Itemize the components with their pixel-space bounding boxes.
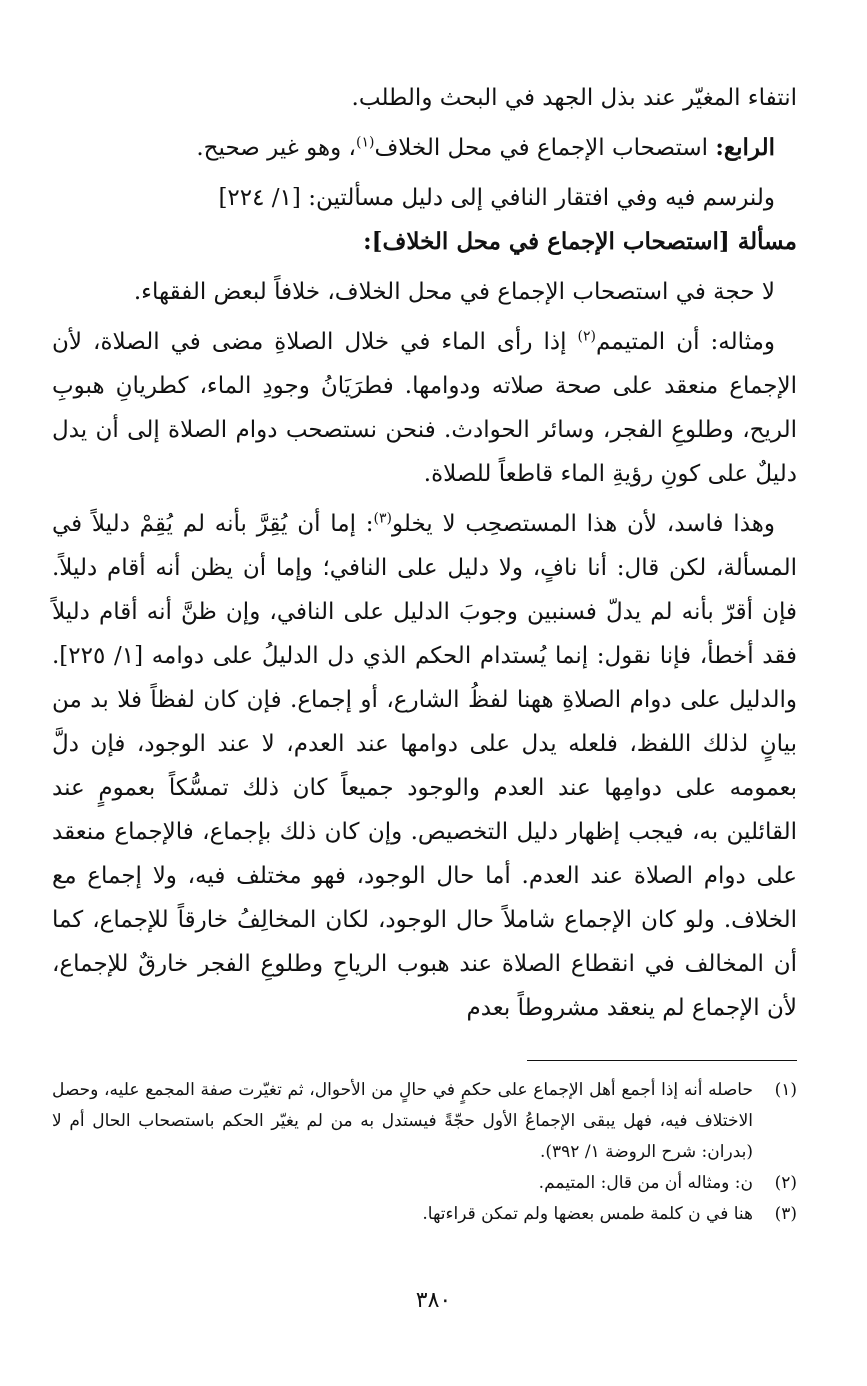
page-body <box>52 76 797 1030</box>
footnote-3-text: هنا في ن كلمة طمس بعضها ولم تمكن قراءتها. <box>422 1204 753 1224</box>
paragraph-2-lead: الرابع: <box>715 134 775 161</box>
paragraph-7-text-a: وهذا فاسد، لأن هذا المستصحِب لا يخلو <box>391 511 776 537</box>
footnote-ref-2[interactable]: (٢) <box>577 328 596 345</box>
footnotes <box>52 1060 797 1230</box>
paragraph-6-text-a: ومثاله: أن المتيمم <box>596 329 776 355</box>
paragraph-6 <box>52 320 797 496</box>
paragraph-2-text-b: ، وهو غير صحيح. <box>196 135 356 161</box>
paragraph-3-text: ولنرسم فيه وفي افتقار النافي إلى دليل مسألتين: [١/ ٢٢٤] <box>218 185 775 211</box>
paragraph-5 <box>52 270 797 314</box>
paragraph-6-text-b: إذا رأى الماء في خلال الصلاةِ مضى في الصلاة، لأن الإجماع منعقد على صحة صلاته ودوامها. فطرَيَانُ وجودِ الماء، كطريانِ هبوبِ الريح، وطلوعِ الفجر، وسائر الحوادث. فنحن نستصحب دوام الصلاة إلى أن يدل دليلٌ على كونِ رؤيةِ الماء قاطعاً للصلاة. <box>52 329 797 487</box>
main-text <box>52 76 797 1030</box>
footnote-1 <box>52 1075 797 1168</box>
paragraph-1-text: انتفاء المغيّر عند بذل الجهد في البحث والطلب. <box>351 85 797 111</box>
footnote-2-text: ن: ومثاله أن من قال: المتيمم. <box>538 1173 753 1193</box>
footnote-3-number: (٣) <box>774 1204 797 1224</box>
section-heading <box>52 220 797 264</box>
paragraph-7 <box>52 502 797 1030</box>
paragraph-1 <box>52 76 797 120</box>
footnote-1-number: (١) <box>774 1080 797 1100</box>
paragraph-3 <box>52 176 797 220</box>
footnote-ref-1[interactable]: (١) <box>355 134 375 151</box>
footnote-2 <box>52 1168 797 1199</box>
paragraph-7-text-b: : إما أن يُقِرَّ بأنه لم يُقِمْ دليلاً في المسألة، لكن قال: أنا نافٍ، ولا دليل على النافي؛ وإما أن يظن أنه أقام دليلاً. فإن أقرّ بأنه لم يدلّ فسنبين وجوبَ الدليل على النافي، وإن ظنَّ أنه أقام دليلاً فقد أخطأ، فإنا نقول: إنما يُستدام الحكم الذي دل الدليلُ على دوامه [١/ ٢٢٥]. والدليل على دوام الصلاةِ ههنا لفظُ الشارع، أو إجماع. فإن كان لفظاً فلا بد من بيانٍ لذلك اللفظ، فلعله يدل على دوامها عند العدم، لا عند الوجود، فإن دلَّ بعمومه على دوامِها عند العدم والوجود جميعاً كان ذلك تمسُّكاً بعمومٍ عند القائلين به، فيجب إظهار دليل التخصيص. وإن كان ذلك بإجماع، فالإجماع منعقد على دوام الصلاة عند العدم. أما حال الوجود، فهو مختلف فيه، ولا إجماع مع الخلاف. ولو كان الإجماع شاملاً حال الوجود، لكان المخالِفُ خارقاً للإجماع، كما أن المخالف في انقطاع الصلاة عند هبوب الرياحِ وطلوعِ الفجر خارقٌ للإجماع، لأن الإجماع لم ينعقد مشروطاً بعدم <box>52 511 797 1021</box>
footnote-3 <box>52 1199 797 1230</box>
footnote-divider <box>527 1060 797 1061</box>
section-heading-text: مسألة [استصحاب الإجماع في محل الخلاف]: <box>363 228 797 255</box>
page-number: ٣٨٠ <box>415 1288 452 1313</box>
paragraph-2 <box>52 126 797 170</box>
paragraph-5-text: لا حجة في استصحاب الإجماع في محل الخلاف، خلافاً لبعض الفقهاء. <box>133 279 775 305</box>
footnote-1-text: حاصله أنه إذا أجمع أهل الإجماع على حكمٍ في حالٍ من الأحوال، ثم تغيّرت صفة المجمع عليه، وحصل الاختلاف فيه، فهل يبقى الإجماعُ الأول حجّةً فيستدل به من لم يغيّر الحكم باستصحاب الحال أم لا (بدران: شرح الروضة ١/ ٣٩٢). <box>52 1080 753 1162</box>
paragraph-2-text-a: استصحاب الإجماع في محل الخلاف <box>374 135 716 161</box>
footnote-2-number: (٢) <box>774 1173 797 1193</box>
footnote-ref-3[interactable]: (٣) <box>373 510 392 527</box>
